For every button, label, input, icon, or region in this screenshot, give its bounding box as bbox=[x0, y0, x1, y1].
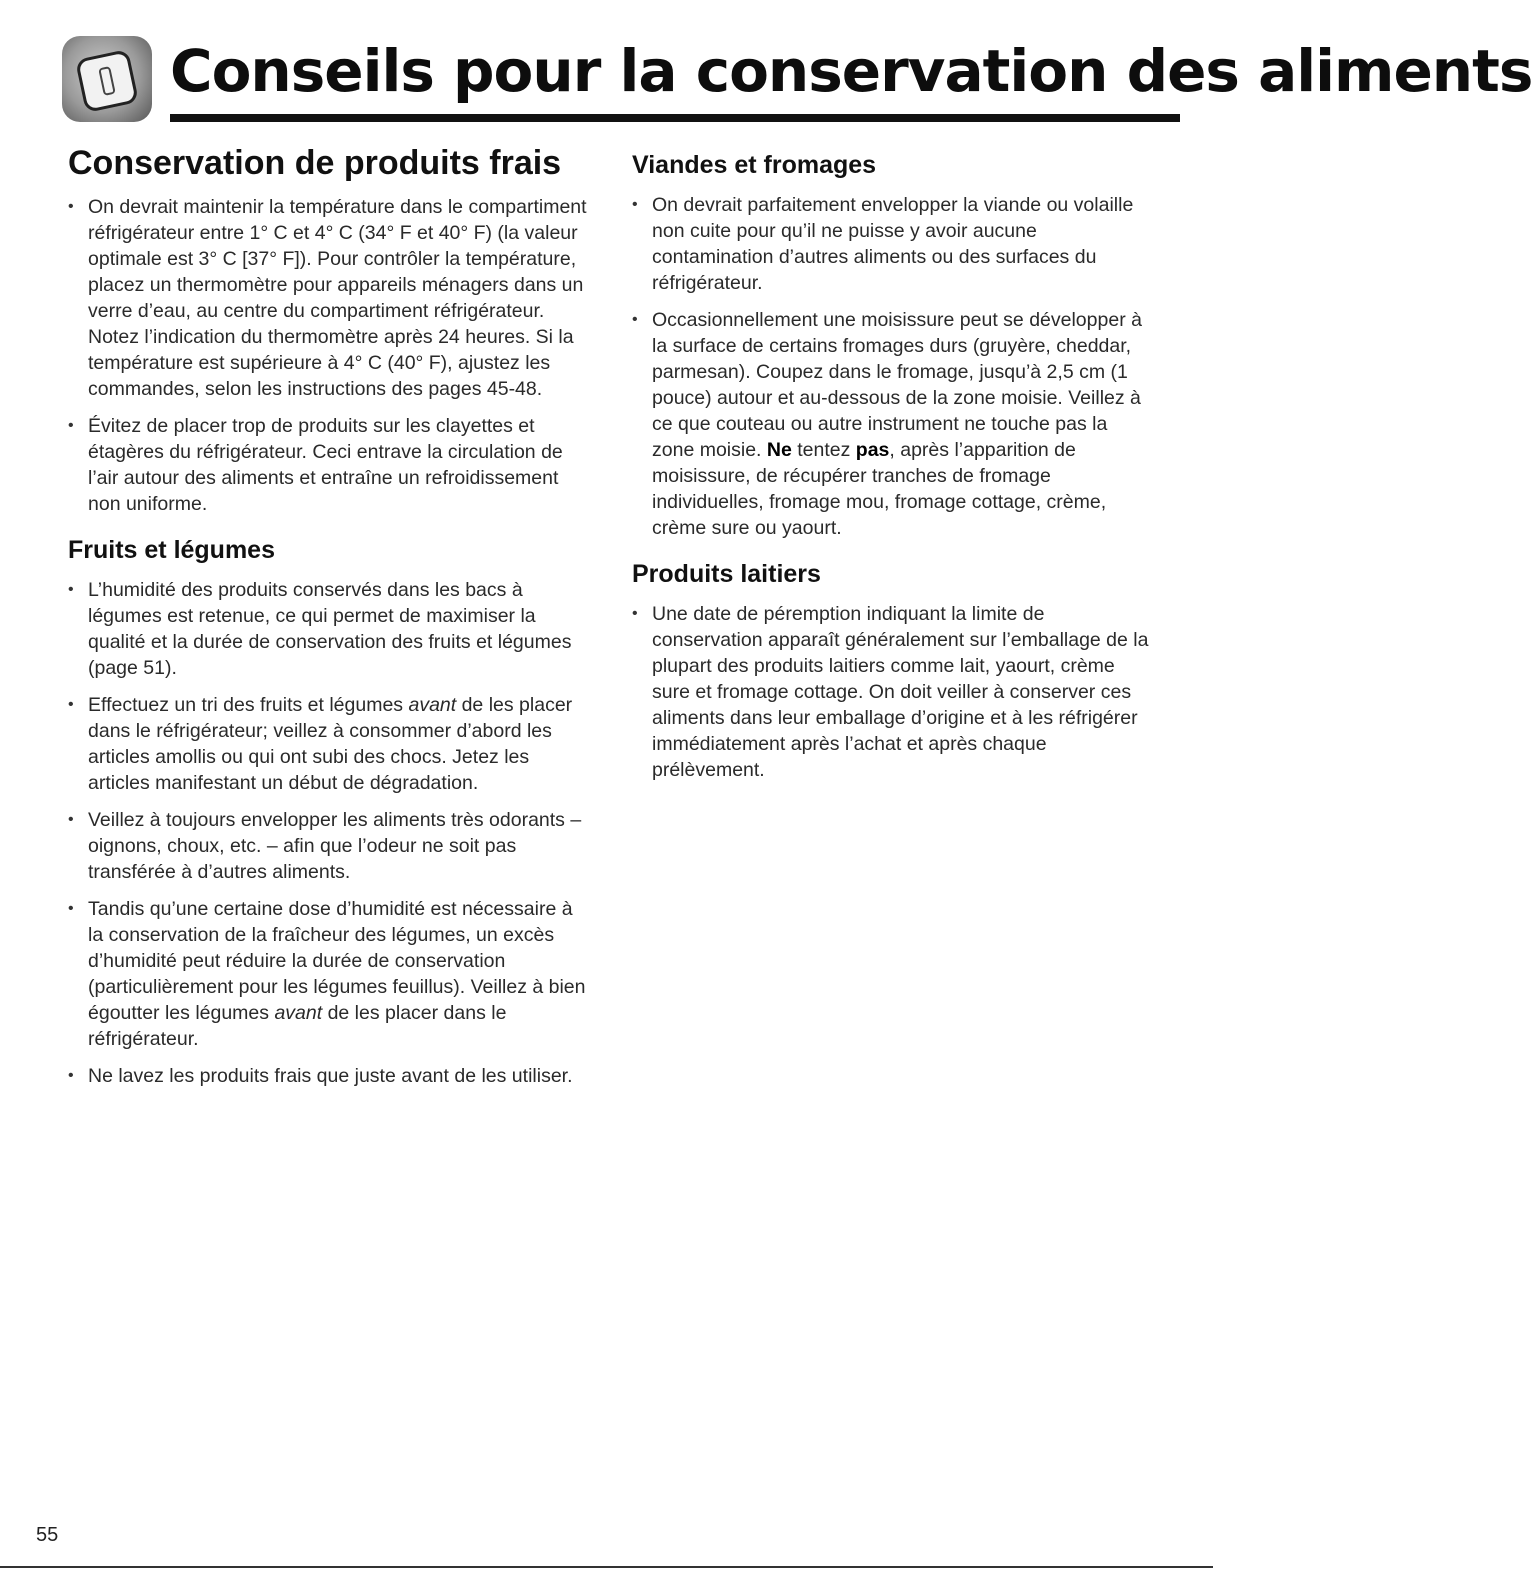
section-heading-meats-cheeses: Viandes et fromages bbox=[632, 151, 877, 179]
refrigerator-control-dial-icon bbox=[62, 36, 152, 122]
list-item bbox=[68, 692, 588, 796]
list-item: • Une date de péremption indiquant la limite de conservation apparaît généralement sur l’emballage de la plupart des produits laitiers comme lait, yaourt, crème sure et fromage cottage. On doit veiller à conserver ces aliments dans leur emballage d’origine et à les réfrigérer immédiatement après l’achat et après chaque prélèvement. bbox=[632, 601, 1152, 783]
meats-cheeses-list bbox=[632, 192, 1152, 541]
text-run: Effectuez un tri des fruits et légumes bbox=[88, 694, 409, 716]
bold-text: pas bbox=[855, 439, 890, 461]
page-number: 55 bbox=[36, 1524, 59, 1546]
left-column bbox=[68, 142, 588, 1100]
right-column bbox=[632, 142, 1152, 794]
dairy-list bbox=[632, 601, 1152, 783]
section-heading-fresh-produce: Conservation de produits frais bbox=[68, 144, 562, 182]
text-run: de les placer dans le réfrigérateur; veillez à consommer d’abord les articles amollis ou qui ont subi des chocs. Jetez les articles manifestant un début de dégradation. bbox=[88, 694, 573, 794]
dial-knob-shape bbox=[75, 49, 139, 113]
section-heading-fruits-vegetables: Fruits et légumes bbox=[68, 536, 275, 564]
text-run: tentez bbox=[791, 439, 856, 461]
text-run: Occasionnellement une moisissure peut se développer à la surface de certains fromages durs (gruyère, cheddar, parmesan). Coupez dans le fromage, jusqu’à 2,5 cm (1 pouce) autour et au-dessous de la zone moisie. Veillez à ce que couteau ou autre instrument ne touche pas la zone moisie. bbox=[652, 309, 1142, 461]
emphasis-text: avant bbox=[274, 1002, 323, 1024]
bold-text: Ne bbox=[766, 439, 792, 461]
bottom-divider bbox=[0, 1566, 1213, 1568]
list-item: • On devrait parfaitement envelopper la viande ou volaille non cuite pour qu’il ne puisse y avoir aucune contamination d’autres aliments ou des surfaces du réfrigérateur. bbox=[632, 192, 1152, 296]
fruits-vegetables-list bbox=[68, 577, 588, 1089]
list-item bbox=[68, 896, 588, 1052]
page-title: Conseils pour la conservation des aliments bbox=[170, 37, 1532, 105]
list-item: • Veillez à toujours envelopper les aliments très odorants – oignons, choux, etc. – afin que l’odeur ne soit pas transférée à d’autres aliments. bbox=[68, 807, 588, 885]
title-underline bbox=[170, 114, 1180, 122]
emphasis-text: avant bbox=[408, 694, 457, 716]
list-item: • L’humidité des produits conservés dans les bacs à légumes est retenue, ce qui permet de maximiser la qualité et la durée de conservation des fruits et légumes (page 51). bbox=[68, 577, 588, 681]
section-heading-dairy: Produits laitiers bbox=[632, 560, 821, 588]
list-item: • Ne lavez les produits frais que juste avant de les utiliser. bbox=[68, 1063, 588, 1089]
list-item bbox=[632, 307, 1152, 541]
text-run: Tandis qu’une certaine dose d’humidité est nécessaire à la conservation de la fraîcheur des légumes, un excès d’humidité peut réduire la durée de conservation (particulièrement pour les légumes feuillus). Veillez à bien égoutter les légumes bbox=[88, 898, 586, 1024]
page-header bbox=[62, 28, 1532, 126]
list-item: • Évitez de placer trop de produits sur les clayettes et étagères du réfrigérateur. Ceci entrave la circulation de l’air autour des aliments et entraîne un refroidissement non uniforme. bbox=[68, 413, 588, 517]
text-run: de les placer dans le réfrigérateur. bbox=[88, 1002, 507, 1050]
text-run: , après l’apparition de moisissure, de récupérer tranches de fromage individuelles, fromage mou, fromage cottage, crème, crème sure ou yaourt. bbox=[652, 439, 1107, 539]
list-item: • On devrait maintenir la température dans le compartiment réfrigérateur entre 1° C et 4° C (34° F et 40° F) (la valeur optimale est 3° C [37° F]). Pour contrôler la température, placez un thermomètre pour appareils ménagers dans un verre d’eau, au centre du compartiment réfrigérateur. Notez l’indication du thermomètre après 24 heures. Si la température est supérieure à 4° C (40° F), ajustez les commandes, selon les instructions des pages 45-48. bbox=[68, 194, 588, 402]
fresh-produce-list bbox=[68, 194, 588, 517]
